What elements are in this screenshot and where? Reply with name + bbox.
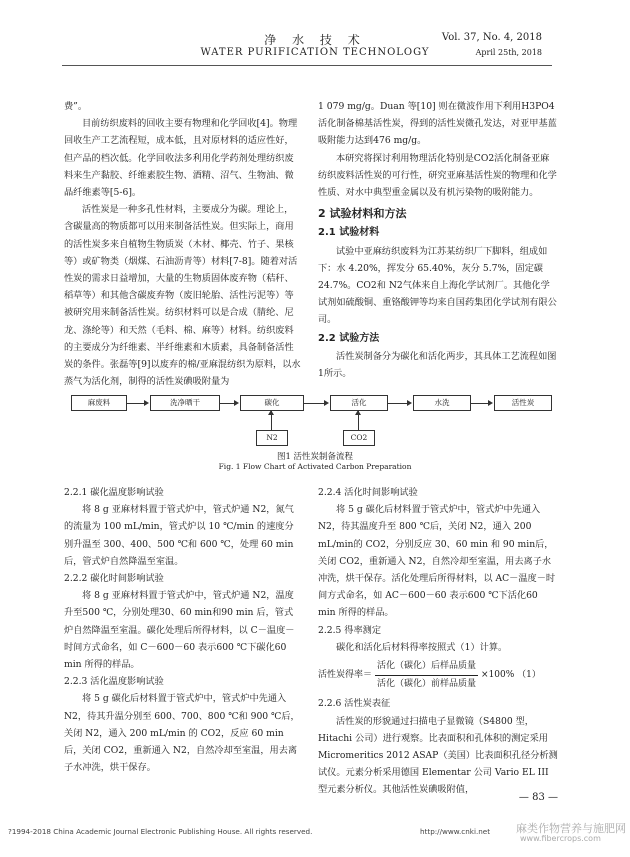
formula-denominator: 活化（碳化）前样品质量	[377, 679, 477, 690]
figure-caption-en: Fig. 1 Flow Chart of Activated Carbon Preparation	[218, 462, 412, 471]
source-url: http://www.cnki.net	[420, 827, 491, 836]
flow-box: 活性炭	[494, 395, 552, 411]
subsection-heading: 2.2.1 碳化温度影响试验	[64, 487, 164, 498]
flow-box: 洗净晒干	[150, 395, 220, 411]
subsection-heading: 2.2.2 碳化时间影响试验	[64, 573, 164, 585]
arrow-right-icon	[234, 400, 239, 406]
header-rule	[62, 65, 552, 66]
paragraph: 本研究将探讨利用物理活化特别是CO2活化制备亚麻纺织废料活性炭的可行性，研究亚麻基活性炭的物理和化学性质、对水中典型重金属以及有机污染物的吸附能力。	[318, 152, 557, 199]
copyright-notice: ?1994-2018 China Academic Journal Electronic Publishing House. All rights reserved.	[8, 827, 313, 836]
journal-date: April 25th, 2018	[475, 48, 542, 57]
journal-title-en: WATER PURIFICATION TECHNOLOGY	[200, 47, 430, 58]
flow-box: 麻废料	[71, 395, 127, 411]
subsection-heading: 2.1 试验材料	[318, 227, 380, 239]
page-header	[0, 0, 630, 90]
paragraph: 碳化和活化后材料得率按照式（1）计算。	[336, 641, 508, 653]
flow-arrow-line	[303, 403, 326, 404]
subsection-heading: 2.2.5 得率测定	[318, 624, 382, 636]
formula-lhs: 活性炭得率＝	[318, 670, 373, 681]
formula-tail: ×100% （1）	[481, 670, 541, 681]
paragraph: 目前纺织废料的回收主要有物理和化学回收[4]。物理回收生产工艺流程短，成本低，且对原材料的适应性好，但产品的档次低。化学回收法多利用化学药剂处理纺织废料来生产黏胶、纤维素胶生物、酒精、沼气、生物油、微晶纤维素等[5-6]。	[64, 118, 298, 199]
subsection-heading: 2.2.6 活性炭表征	[318, 698, 391, 710]
flow-input-box: CO2	[343, 430, 375, 446]
flow-arrow-line	[387, 403, 409, 404]
paragraph: 将 8 g 亚麻材料置于管式炉中，管式炉通 N2，氮气的流量为 100 mL/min，管式炉以 10 ℃/min 的速度分别升温至 300、400、500 ℃和 600 ℃，处理 60 min后，管式炉自然降温至室温。	[64, 504, 294, 567]
formula-numerator: 活化（碳化）后样品质量	[375, 658, 478, 676]
arrow-right-icon	[144, 400, 149, 406]
journal-title-cn: 净 水 技 术	[264, 33, 366, 47]
paragraph: 1 079 mg/g。Duan 等[10] 则在微波作用下利用H3PO4活化制备棉基活性炭，得到的活性炭微孔发达，对亚甲基蓝吸附能力达到476 mg/g。	[318, 101, 557, 147]
page-footer	[8, 818, 630, 848]
figure-caption-cn: 图1 活性炭制备流程	[276, 452, 354, 462]
paragraph: 费”。	[64, 101, 88, 112]
arrow-up-icon	[355, 410, 361, 415]
watermark-cn: 麻类作物营养与施肥网	[516, 822, 626, 835]
arrow-right-icon	[324, 400, 329, 406]
paragraph: 活性炭的形貌通过扫描电子显微镜（S4800 型，Hitachi 公司）进行观察。比表面积和孔体积的测定采用 Micromeritics 2012 ASAP（美国）比表面积孔径分析测试仪。元素分析采用德国 Elementar 公司 Vario EL III 型元素分析仪。其他活性炭碘吸附值，	[318, 715, 558, 796]
lower-right-column	[318, 484, 558, 799]
right-column	[318, 98, 558, 382]
lower-left-column	[64, 484, 302, 776]
arrow-up-icon	[268, 410, 274, 415]
subsection-heading: 2.2 试验方法	[318, 332, 380, 344]
page-number: — 83 —	[518, 792, 558, 803]
paragraph: 将 5 g 碳化后材料置于管式炉中，管式炉中先通入 N2，待其温度升至 800 ℃后，关闭 N2，通入 200 mL/min的 CO2，分别反应 30、60 min 和 90 min后，关闭 CO2，重新通入 N2，自然冷却至室温，用去离子水冲洗，烘干保存。活化处理后所得材料，以 AC－温度－时间方式命名，如 AC－600－60 表示600 ℃下活化60 min 所得的样品。	[318, 504, 556, 619]
flow-arrow-line	[126, 403, 146, 404]
journal-volume: Vol. 37, No. 4, 2018	[441, 32, 542, 43]
paragraph: 试验中亚麻纺织废料为江苏某纺织厂下脚料，组成如下：水 4.20%，挥发分 65.40%，灰分 5.7%，固定碳 24.7%。CO2和 N2气体来自上海化学试剂厂。其他化学试剂如硫酸铜、重铬酸钾等均来自国药集团化学试剂有限公司。	[318, 245, 557, 326]
flow-input-box: N2	[256, 430, 288, 446]
watermark-en: www.fibercrops.com	[520, 834, 601, 843]
yield-formula	[318, 658, 558, 693]
paragraph: 将 8 g 亚麻材料置于管式炉中，管式炉通 N2，温度升至500 ℃，分别处理30、60 min和90 min 后，管式炉自然降温至室温。碳化处理后所得材料，以 C－温度－时间方式命名，如 C－600－60 表示600 ℃下碳化60 min 所得的样品。	[64, 590, 295, 671]
formula-fraction	[375, 658, 478, 693]
subsection-heading: 2.2.4 活化时间影响试验	[318, 487, 418, 498]
paragraph: 活性炭制备分为碳化和活化两步，其具体工艺流程如图1所示。	[318, 350, 557, 380]
flow-box: 水洗	[413, 395, 471, 411]
flow-arrow-line	[470, 403, 490, 404]
arrow-right-icon	[407, 400, 412, 406]
paragraph: 将 5 g 碳化后材料置于管式炉中，管式炉中先通入 N2，待其升温分别至 600、700、800 ℃和 900 ℃后，关闭 N2，通入 200 mL/min 的 CO2，反应 60 min后，关闭 CO2，重新通入 N2，自然冷却至室温，用去离子水冲洗，烘干保存。	[64, 693, 300, 774]
left-column	[64, 98, 302, 390]
flow-box: 碳化	[240, 395, 304, 411]
arrow-right-icon	[488, 400, 493, 406]
flow-box: 活化	[330, 395, 388, 411]
paragraph: 活性炭是一种多孔性材料，主要成分为碳。理论上，含碳量高的物质都可以用来制备活性炭。但实际上，商用的活性炭多来自植物生物质炭（木材、椰壳、竹子、果核等）或矿物类（烟煤、石油沥青等）材料[7-8]。随着对活性炭的需求日益增加，大量的生物质固体废弃物（秸秆、稻草等）和其他含碳废弃物（废旧轮胎、活性污泥等）等被研究用来制备活性炭。纺织材料可以是合成（腈纶、尼龙、涤纶等）和天然（毛料、棉、麻等）材料。纺织废料的主要成分为纤维素、半纤维素和木质素，具备制备活性炭的条件。张磊等[9]以废弃的棉/亚麻混纺织为原料，以水蒸气为活化剂，制得的活性炭碘吸附量为	[64, 204, 301, 388]
subsection-heading: 2.2.3 活化温度影响试验	[64, 676, 164, 688]
section-heading: 2 试验材料和方法	[318, 207, 407, 221]
